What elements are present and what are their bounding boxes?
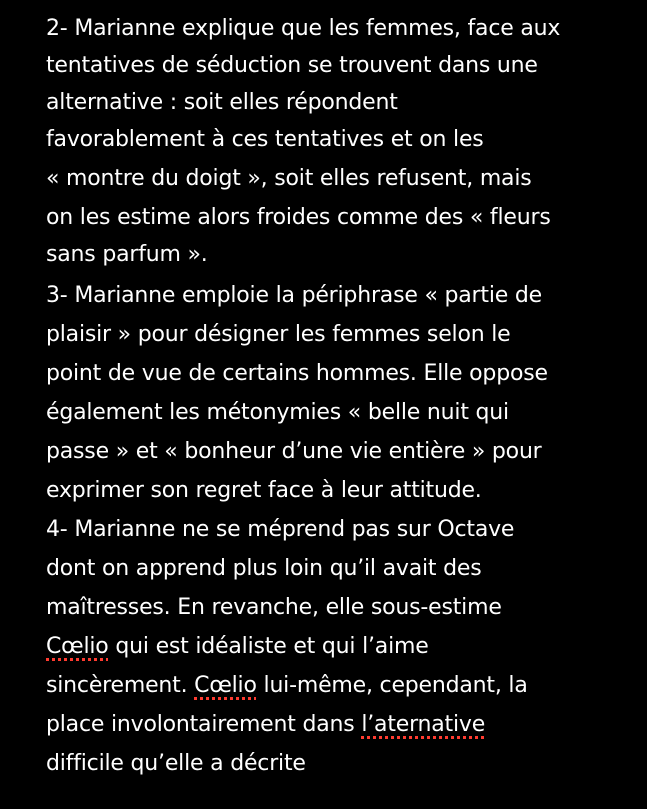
text-line-17-post: qui est idéaliste et qui l’aime — [108, 634, 429, 659]
text-line-18 — [46, 671, 528, 701]
text-line-20: difficile qu’elle a décrite — [46, 751, 306, 776]
text-line-6: on les estime alors froides comme des « fleurs — [46, 205, 551, 230]
text-line-8: 3- Marianne emploie la périphrase « partie de — [46, 283, 542, 308]
misspelled-word[interactable]: l’aternative — [361, 712, 486, 737]
text-line-2: tentatives de séduction se trouvent dans une — [46, 53, 538, 78]
text-line-18-post: lui-même, cependant, la — [256, 673, 528, 698]
text-line-3: alternative : soit elles répondent — [46, 90, 398, 115]
text-line-10: point de vue de certains hommes. Elle oppose — [46, 361, 548, 386]
misspelled-word[interactable]: Cœlio — [194, 673, 257, 698]
text-line-1: 2- Marianne explique que les femmes, face aux — [46, 16, 561, 41]
text-line-7: sans parfum ». — [46, 242, 208, 267]
text-line-4: favorablement à ces tentatives et on les — [46, 127, 484, 152]
text-line-19 — [46, 710, 485, 740]
text-line-17 — [46, 632, 429, 662]
misspelled-word[interactable]: Cœlio — [46, 634, 109, 659]
text-line-11: également les métonymies « belle nuit qui — [46, 400, 509, 425]
text-line-12: passe » et « bonheur d’une vie entière » pour — [46, 439, 542, 464]
text-line-13: exprimer son regret face à leur attitude. — [46, 478, 482, 503]
text-line-15: dont on apprend plus loin qu’il avait des — [46, 556, 482, 581]
text-line-18-pre: sincèrement. — [46, 673, 195, 698]
text-line-16: maîtresses. En revanche, elle sous-estime — [46, 595, 502, 620]
text-line-19-pre: place involontairement dans — [46, 712, 362, 737]
text-line-14: 4- Marianne ne se méprend pas sur Octave — [46, 517, 515, 542]
text-line-9: plaisir » pour désigner les femmes selon le — [46, 322, 511, 347]
text-line-5: « montre du doigt », soit elles refusent, mais — [46, 166, 532, 191]
